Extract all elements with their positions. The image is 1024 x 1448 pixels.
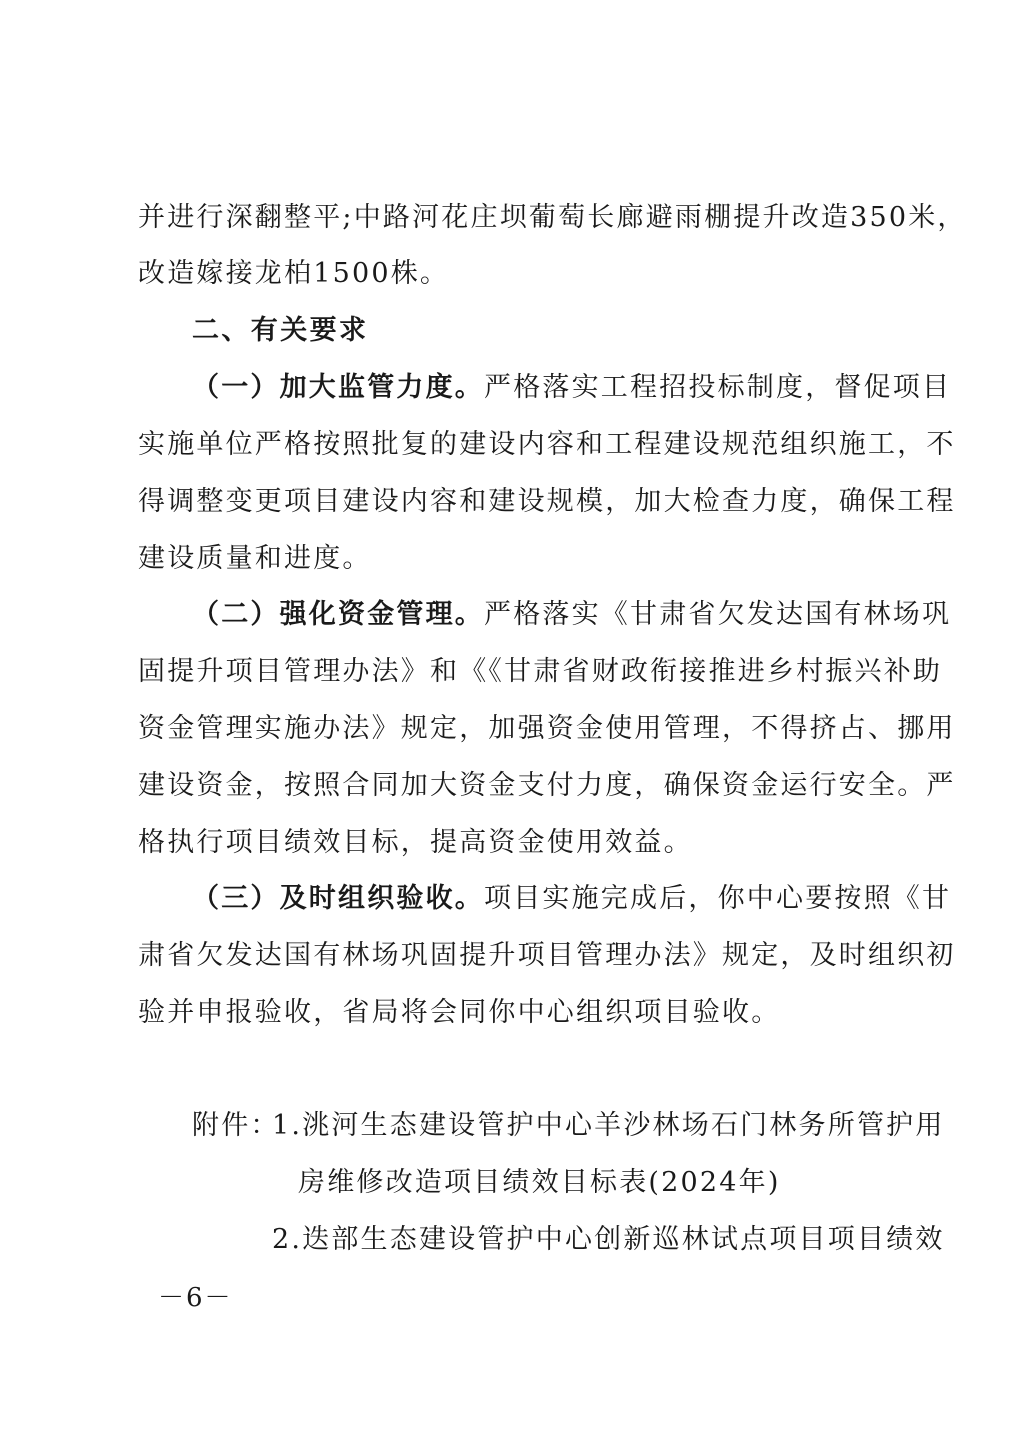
section-heading: 二、有关要求	[192, 315, 369, 346]
item-3-first-line	[192, 881, 952, 917]
paragraph-line: 固提升项目管理办法》和《《甘肃省财政衔接推进乡村振兴补助	[138, 656, 943, 687]
page-number: －6－	[158, 1283, 233, 1313]
item-1-text: 严格落实工程招投标制度，督促项目	[484, 372, 952, 403]
item-3-title: （三）及时组织验收。	[192, 883, 484, 914]
paragraph-line: 格执行项目绩效目标，提高资金使用效益。	[138, 827, 693, 858]
paragraph-line: 得调整变更项目建设内容和建设规模，加大检查力度，确保工程	[138, 486, 956, 517]
attachment-item: 1.洮河生态建设管护中心羊沙林场石门林务所管护用	[272, 1110, 945, 1141]
item-2-first-line	[192, 597, 952, 633]
item-2-text: 严格落实《甘肃省欠发达国有林场巩	[484, 599, 952, 630]
paragraph-line: 并进行深翻整平;中路河花庄坝葡萄长廊避雨棚提升改造350米，	[138, 202, 967, 233]
attachment-item: 2.迭部生态建设管护中心创新巡林试点项目项目绩效	[272, 1224, 945, 1255]
paragraph-line: 资金管理实施办法》规定，加强资金使用管理，不得挤占、挪用	[138, 713, 956, 744]
item-3-text: 项目实施完成后，你中心要按照《甘	[484, 883, 952, 914]
paragraph-line: 改造嫁接龙柏1500株。	[138, 258, 450, 289]
paragraph-line: 肃省欠发达国有林场巩固提升项目管理办法》规定，及时组织初	[138, 940, 956, 971]
item-1-first-line	[192, 370, 952, 406]
item-1-title: （一）加大监管力度。	[192, 372, 484, 403]
item-2-title: （二）强化资金管理。	[192, 599, 484, 630]
paragraph-line: 实施单位严格按照批复的建设内容和工程建设规范组织施工，不	[138, 429, 956, 460]
paragraph-line: 验并申报验收，省局将会同你中心组织项目验收。	[138, 997, 781, 1028]
paragraph-line: 建设质量和进度。	[138, 543, 372, 574]
paragraph-line: 建设资金，按照合同加大资金支付力度，确保资金运行安全。严	[138, 770, 956, 801]
attachments-label: 附件：	[192, 1110, 280, 1141]
attachment-item: 房维修改造项目绩效目标表(2024年)	[298, 1167, 781, 1198]
